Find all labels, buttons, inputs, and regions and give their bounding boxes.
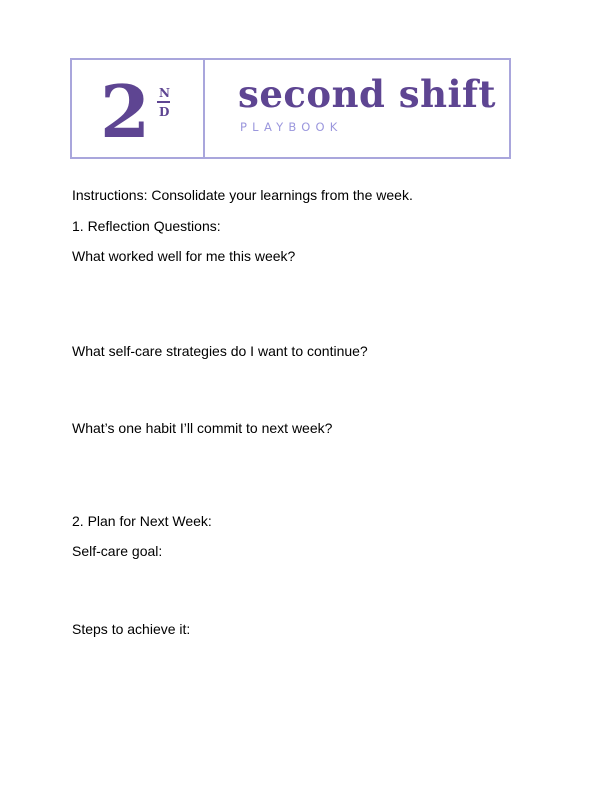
self-care-goal-label: Self-care goal:	[72, 543, 163, 559]
logo-suffix-bottom: D	[159, 105, 170, 119]
header-banner	[70, 58, 511, 159]
reflection-question-2: What self-care strategies do I want to continue?	[72, 343, 368, 359]
brand-name: second shift	[238, 72, 497, 116]
reflection-question-3: What’s one habit I’ll commit to next week?	[72, 420, 333, 436]
reflection-question-1: What worked well for me this week?	[72, 248, 296, 264]
section-title-plan: 2. Plan for Next Week:	[72, 513, 212, 529]
header-divider	[203, 60, 205, 157]
logo-suffix-top: N	[159, 86, 170, 100]
logo-suffix-rule	[157, 101, 170, 103]
steps-label: Steps to achieve it:	[72, 621, 191, 637]
logo-numeral: 2	[100, 78, 151, 142]
second-shift-logo	[100, 78, 190, 142]
brand-subtitle: PLAYBOOK	[240, 120, 343, 134]
section-title-reflection: 1. Reflection Questions:	[72, 218, 221, 234]
instructions-text: Instructions: Consolidate your learnings from the week.	[72, 187, 413, 203]
